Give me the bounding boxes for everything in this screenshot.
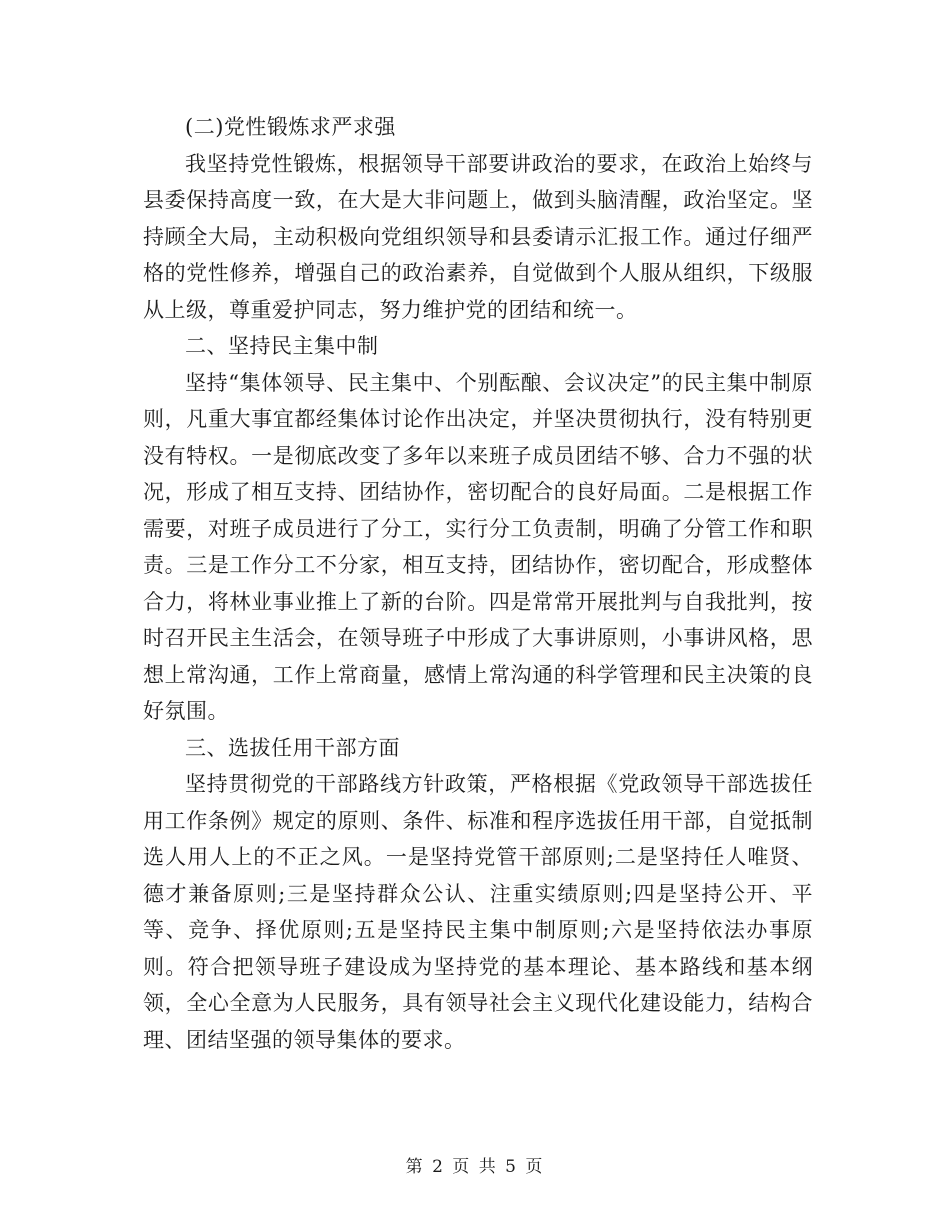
paragraph-party-spirit: 我坚持党性锻炼，根据领导干部要讲政治的要求，在政治上始终与县委保持高度一致，在大是大非问题上，做到头脑清醒，政治坚定。坚持顾全大局，主动积极向党组织领导和县委请示汇报工作。通过仔细严格的党性修养，增强自己的政治素养，自觉做到个人服从组织，下级服从上级，尊重爱护同志，努力维护党的团结和统一。 (143, 151, 813, 322)
document-body (143, 109, 813, 1058)
section-heading-democratic-centralism: 二、坚持民主集中制 (185, 334, 379, 358)
section-heading-cadre-selection: 三、选拔任用干部方面 (185, 735, 400, 760)
section-subheading-party-spirit: (二)党性锻炼求严求强 (185, 115, 396, 139)
page-number-footer: 第 2 页 共 5 页 (405, 1157, 545, 1177)
paragraph-cadre-selection: 坚持贯彻党的干部路线方针政策，严格根据《党政领导干部选拔任用工作条例》规定的原则、条件、标准和程序选拔任用干部，自觉抵制选人用人上的不正之风。一是坚持党管干部原则;二是坚持任人唯贤、德才兼备原则;三是坚持群众公认、注重实绩原则;四是坚持公开、平等、竞争、择优原则;五是坚持民主集中制原则;六是坚持依法办事原则。符合把领导班子建设成为坚持党的基本理论、基本路线和基本纲领，全心全意为人民服务，具有领导社会主义现代化建设能力，结构合理、团结坚强的领导集体的要求。 (143, 772, 813, 1052)
paragraph-democratic-centralism: 坚持“集体领导、民主集中、个别酝酿、会议决定”的民主集中制原则，凡重大事宜都经集体讨论作出决定，并坚决贯彻执行，没有特别更没有特权。一是彻底改变了多年以来班子成员团结不够、合力不强的状况，形成了相互支持、团结协作，密切配合的良好局面。二是根据工作需要，对班子成员进行了分工，实行分工负责制，明确了分管工作和职责。三是工作分工不分家，相互支持，团结协作，密切配合，形成整体合力，将林业事业推上了新的台阶。四是常常开展批判与自我批判，按时召开民主生活会，在领导班子中形成了大事讲原则，小事讲风格，思想上常沟通，工作上常商量，感情上常沟通的科学管理和民主决策的良好氛围。 (143, 370, 813, 723)
